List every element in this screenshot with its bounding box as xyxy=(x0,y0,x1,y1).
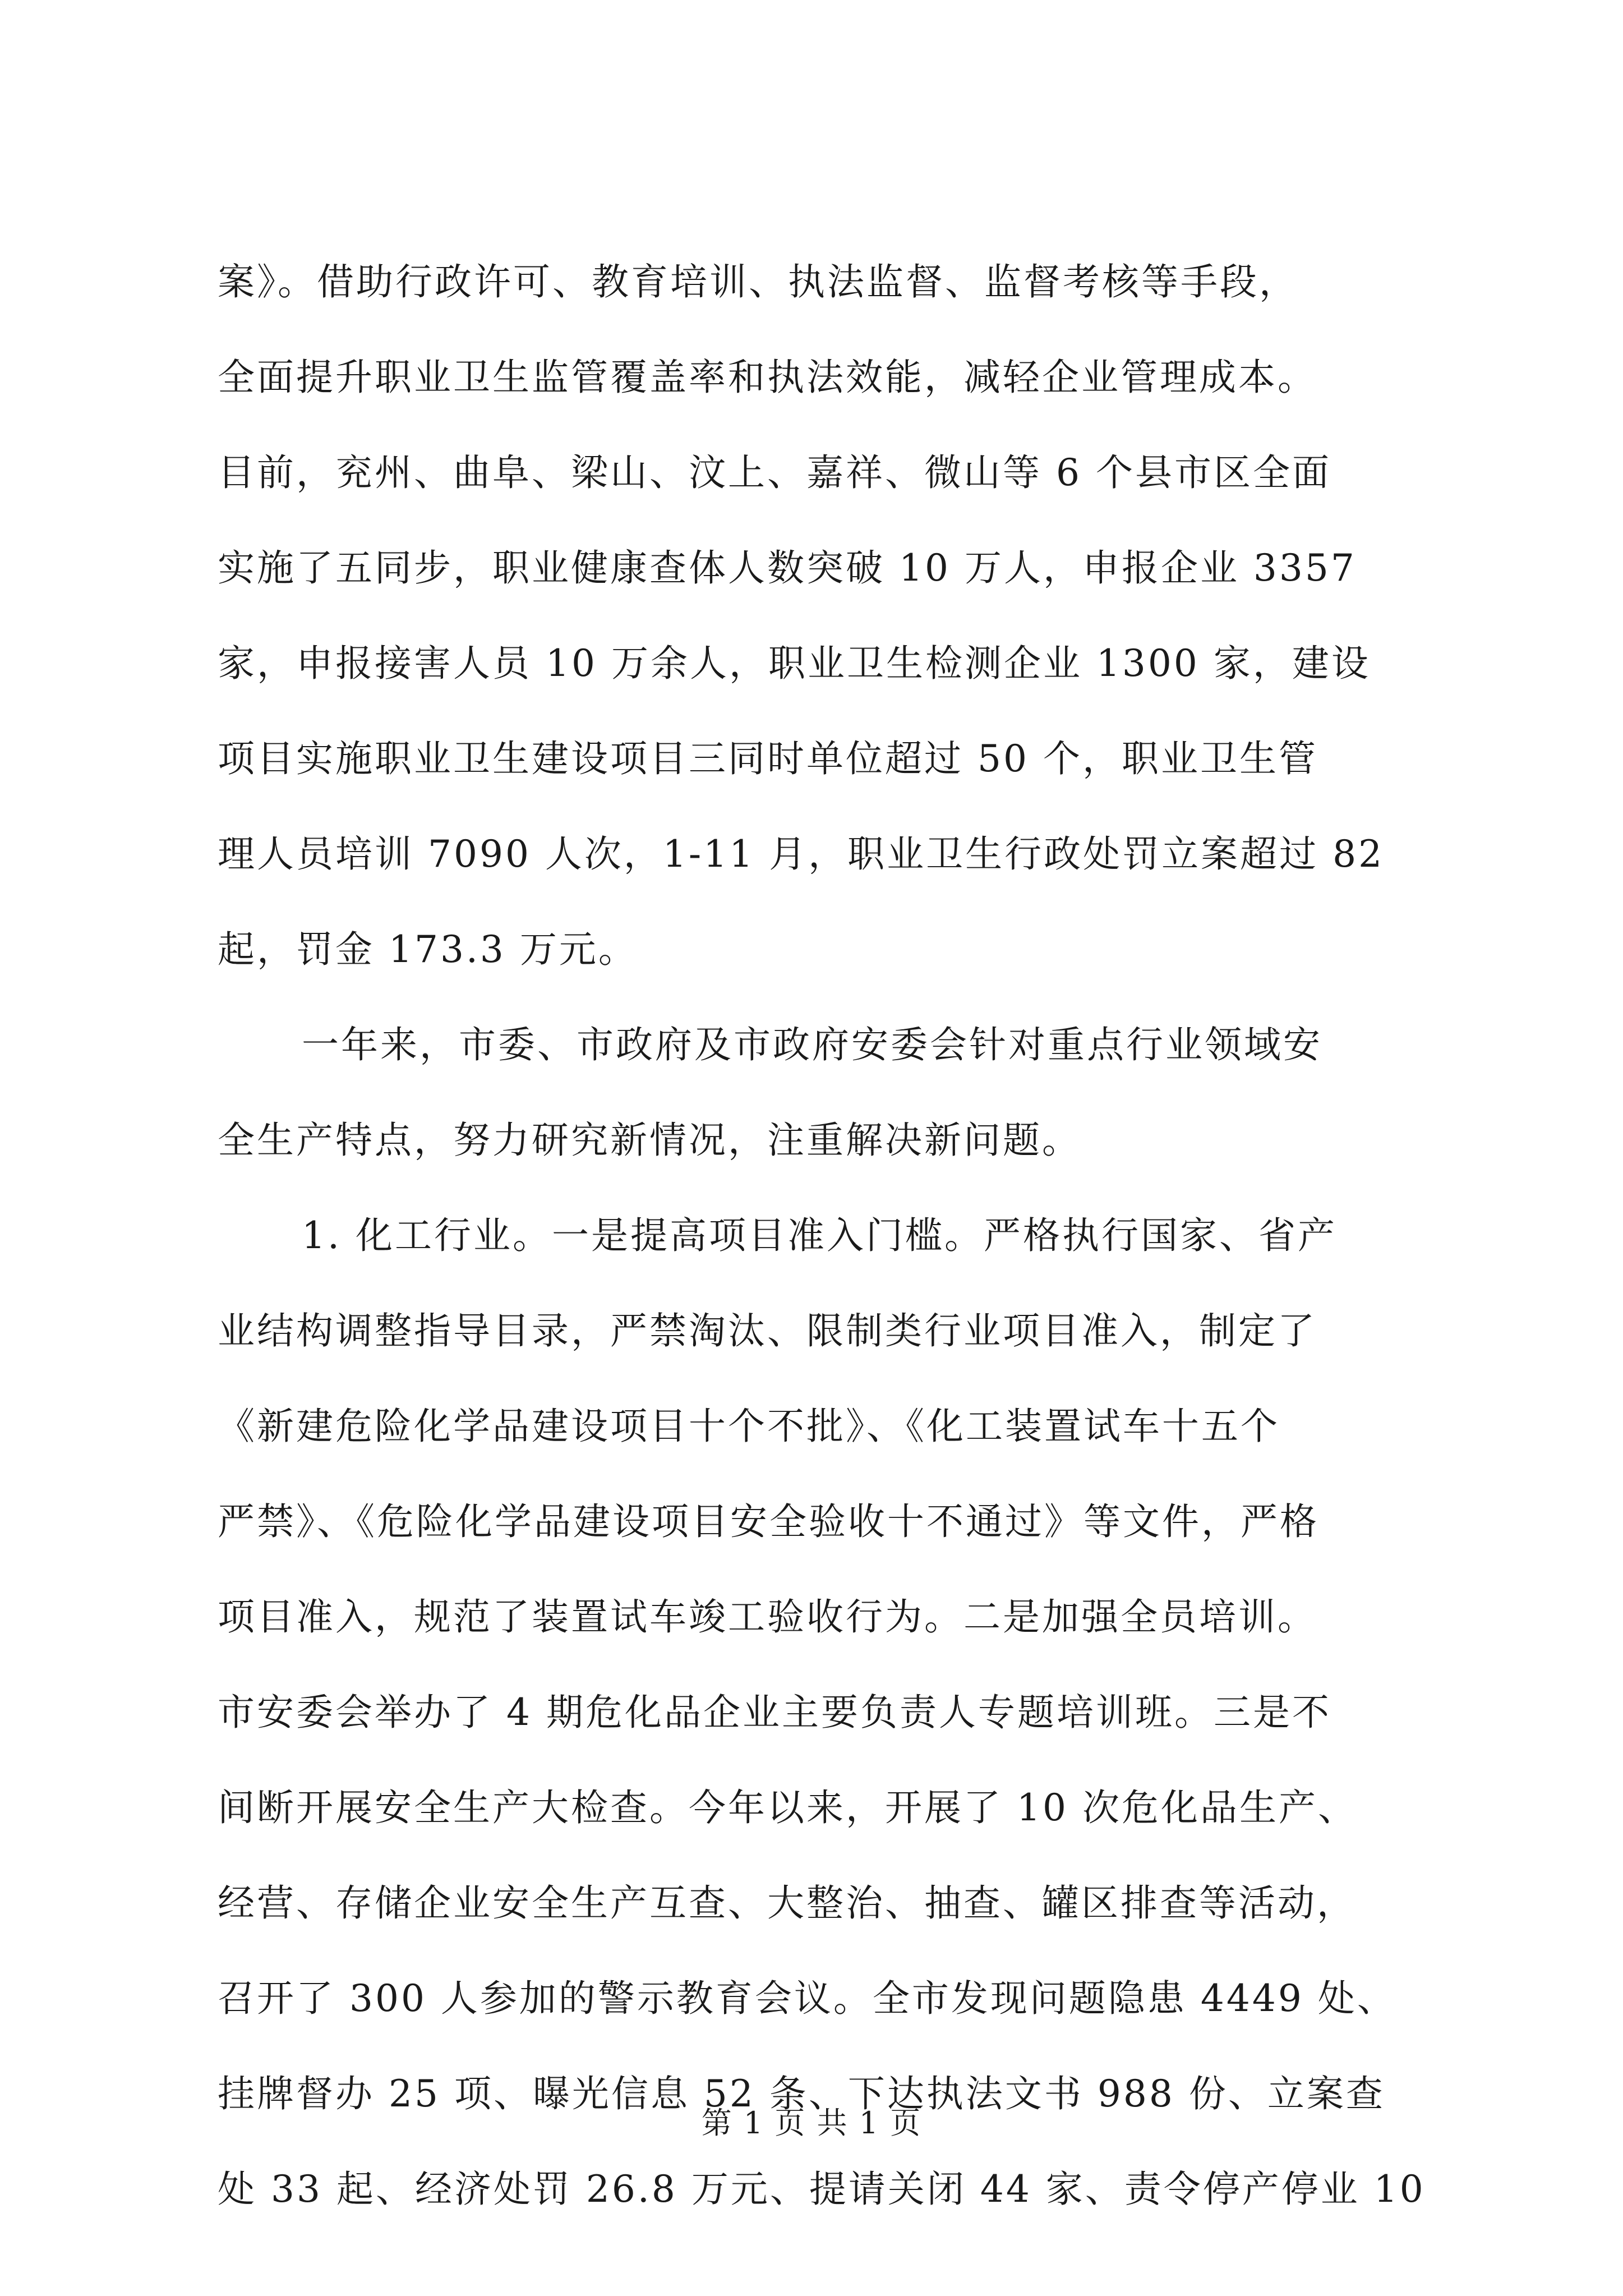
text-line: 挂牌督办 25 项、曝光信息 52 条、下达执法文书 988 份、立案查 xyxy=(218,2072,1385,2115)
text-line: 业结构调整指导目录，严禁淘汰、限制类行业项目准入，制定了 xyxy=(218,1309,1317,1352)
text-line: 案》。借助行政许可、教育培训、执法监督、监督考核等手段， xyxy=(218,260,1298,303)
text-line: 严禁》、《危险化学品建设项目安全验收十不通过》等文件，严格 xyxy=(218,1500,1319,1543)
text-line: 召开了 300 人参加的警示教育会议。全市发现问题隐患 4449 处、 xyxy=(218,1977,1396,2020)
text-line: 经营、存储企业安全生产互查、大整治、抽查、罐区排查等活动， xyxy=(218,1881,1356,1925)
document-body xyxy=(218,260,1426,2266)
paragraph-start-line: 1. 化工行业。一是提高项目准入门槛。严格执行国家、省产 xyxy=(302,1214,1337,1257)
text-line: 目前，兖州、曲阜、梁山、汶上、嘉祥、微山等 6 个县市区全面 xyxy=(218,451,1331,494)
page-footer: 第 1 页 共 1 页 xyxy=(701,2105,922,2141)
text-line: 全面提升职业卫生监管覆盖率和执法效能，减轻企业管理成本。 xyxy=(218,356,1317,399)
text-line: 理人员培训 7090 人次，1-11 月，职业卫生行政处罚立案超过 82 xyxy=(218,832,1385,876)
text-line: 处 33 起、经济处罚 26.8 万元、提请关闭 44 家、责令停产停业 10 xyxy=(218,2168,1426,2211)
text-line: 家，申报接害人员 10 万余人，职业卫生检测企业 1300 家，建设 xyxy=(218,642,1371,685)
text-line: 项目准入，规范了装置试车竣工验收行为。二是加强全员培训。 xyxy=(218,1595,1317,1639)
text-line: 起，罚金 173.3 万元。 xyxy=(218,928,638,971)
paragraph-start-line: 一年来，市委、市政府及市政府安委会针对重点行业领域安 xyxy=(302,1023,1322,1066)
text-line: 间断开展安全生产大检查。今年以来，开展了 10 次危化品生产、 xyxy=(218,1786,1357,1829)
text-line: 全生产特点，努力研究新情况，注重解决新问题。 xyxy=(218,1119,1081,1162)
text-line: 实施了五同步，职业健康查体人数突破 10 万人，申报企业 3357 xyxy=(218,546,1357,590)
text-line: 市安委会举办了 4 期危化品企业主要负责人专题培训班。三是不 xyxy=(218,1691,1331,1734)
text-line: 《新建危险化学品建设项目十个不批》、《化工装置试车十五个 xyxy=(218,1405,1280,1448)
text-line: 项目实施职业卫生建设项目三同时单位超过 50 个，职业卫生管 xyxy=(218,737,1318,780)
